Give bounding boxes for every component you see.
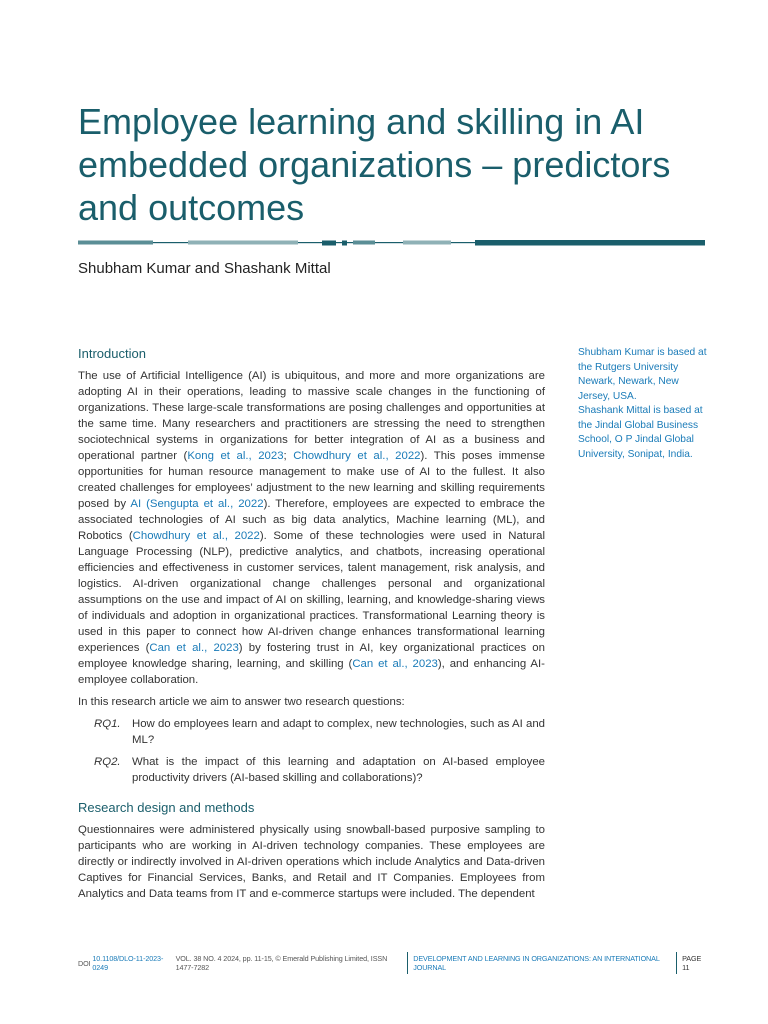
affiliation-note: Shashank Mittal is based at the Jindal Global Business School, O P Jindal Global University, Sonipat, India.: [578, 405, 703, 460]
footer-divider: [407, 952, 408, 974]
affiliation-note: Shubham Kumar is based at the Rutgers University Newark, Newark, New Jersey, USA.: [578, 347, 707, 402]
main-column: [78, 345, 545, 908]
research-question-number: RQ2.: [94, 756, 121, 768]
research-question-text: What is the impact of this learning and adaptation on AI-based employee productivity drivers (AI-based skilling and collaborations)?: [132, 756, 545, 784]
intro-paragraph: The use of Artificial Intelligence (AI) is ubiquitous, and more and more organizations are adopting AI in their operations, leading to massive scale changes in the functioning of organizations. These large-scale transformations are posing challenges and opportunities at the same time. Many researchers and practitioners are stressing the need to strengthen sociotechnical systems in organizations for better integration of AI as a business and operational partner (Kong et al., 2023; Chowdhury et al., 2022). This poses immense opportunities for human resource management to make use of AI to the fullest. It also created challenges for employees’ adjustment to the new learning and skilling requirements posed by AI (Sengupta et al., 2022). Therefore, employees are expected to embrace the associated technologies of AI such as big data analytics, Machine learning (ML), and Robotics (Chowdhury et al., 2022). Some of these technologies were used in Natural Language Processing (NLP), predictive analytics, and chatbots, increasing operational efficiencies and effectiveness in customer services, talent management, risk analysis, and logistics. AI-driven organizational change challenges personal and organizational assumptions on the use and impact of AI on skilling, learning, and knowledge-sharing views of individuals and adoption in organizational practices. Transformational Learning theory is used in this paper to connect how AI-driven change enhances transformational learning experiences (Can et al., 2023) by fostering trust in AI, key organizational practices on employee knowledge sharing, learning, and skilling (Can et al., 2023), and enhancing AI-employee collaboration.: [78, 370, 545, 686]
citation-link[interactable]: Kong et al., 2023: [187, 450, 284, 462]
section-heading-methods: Research design and methods: [78, 800, 255, 815]
citation-link[interactable]: Can et al., 2023: [149, 642, 239, 654]
citation-link[interactable]: Chowdhury et al., 2022: [132, 530, 260, 542]
article-title: Employee learning and skilling in AI embedded organizations – predictors and outcomes: [78, 101, 671, 228]
research-questions-intro: In this research article we aim to answer two research questions:: [78, 696, 405, 708]
decorative-rule: [78, 238, 705, 248]
author-affiliations: [578, 346, 713, 462]
journal-name: DEVELOPMENT AND LEARNING IN ORGANIZATIONS: AN INTERNATIONAL JOURNAL: [413, 954, 660, 972]
author-joiner: and: [194, 260, 220, 277]
page-number: PAGE 11: [682, 954, 702, 972]
research-question-number: RQ1.: [94, 718, 121, 730]
author-line: [78, 260, 331, 277]
research-question: [78, 716, 545, 748]
citation-link[interactable]: Chowdhury et al., 2022: [293, 450, 421, 462]
volume-info: VOL. 38 NO. 4 2024, pp. 11-15, © Emerald Publishing Limited, ISSN 1477-7282: [175, 954, 388, 972]
author-name: Shubham Kumar: [78, 260, 191, 277]
footer-divider: [676, 952, 677, 974]
page-footer: [78, 952, 708, 974]
doi-label: DOI: [78, 958, 91, 968]
research-question: [78, 754, 545, 786]
research-question-text: How do employees learn and adapt to complex, new technologies, such as AI and ML?: [132, 718, 545, 746]
citation-link[interactable]: Can et al., 2023: [352, 658, 438, 670]
citation-link[interactable]: AI (Sengupta et al., 2022: [130, 498, 264, 510]
methods-paragraph: Questionnaires were administered physically using snowball-based purposive sampling to participants who are working in AI-driven technology companies. These employees are directly or indirectly involved in AI-driven operations which include Analytics and Data-driven Captives for Financial Services, Banks, and Retail and IT Companies. Employees from Analytics and Data teams from IT and e-commerce startups were included. The dependent: [78, 824, 545, 900]
author-name: Shashank Mittal: [223, 260, 331, 277]
section-heading-introduction: Introduction: [78, 346, 146, 361]
doi-link[interactable]: 10.1108/DLO-11-2023-0249: [92, 954, 164, 972]
